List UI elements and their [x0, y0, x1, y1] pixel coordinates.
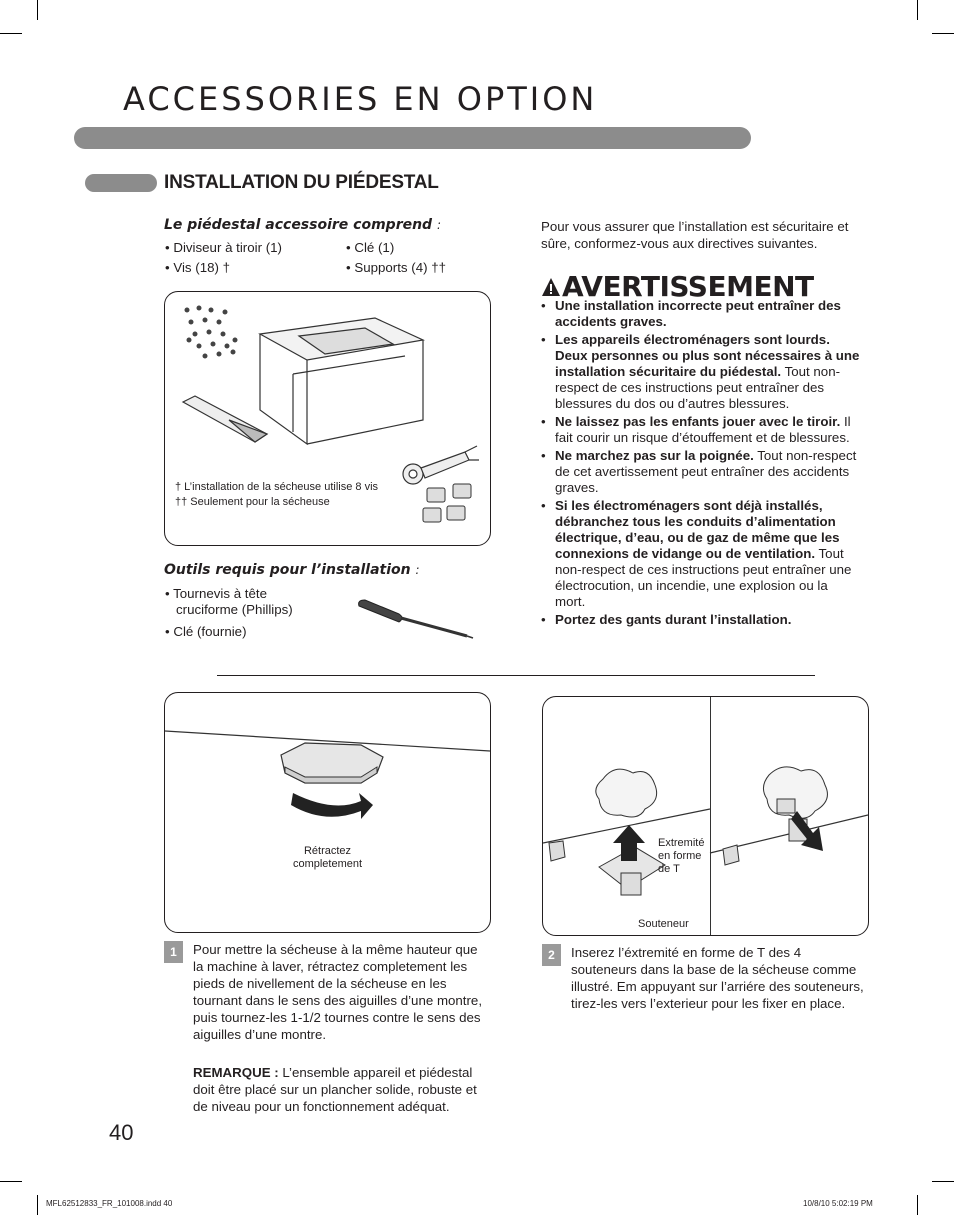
warning-item-bold: Une installation incorrecte peut entraîner des accidents graves.	[555, 298, 841, 329]
warning-item	[541, 448, 861, 496]
pedestal-icon	[260, 318, 423, 444]
warning-item-text: Tout non-respect de ces instructions peut entraîner des blessures du dos ou d’autres blessures.	[555, 364, 841, 411]
includes-heading-text: Le piédestal accessoire comprend	[164, 217, 433, 233]
crop-mark	[37, 1195, 38, 1215]
warning-item	[541, 332, 861, 412]
list-item: • Supports (4) ††	[346, 260, 446, 275]
figure-label: Extremité	[658, 837, 705, 849]
rotate-arrow-icon	[291, 793, 373, 819]
figure-label: en forme	[658, 850, 702, 862]
page-number: 40	[109, 1120, 134, 1145]
warning-item-text: Il fait courir un risque d’étouffement et de blessures.	[555, 414, 851, 445]
figure-label: Rétractez	[303, 845, 352, 857]
warning-item-bold: Les appareils électroménagers sont lourds. Deux personnes ou plus sont nécessaires à une installation sécuritaire du piédestal.	[555, 332, 860, 379]
step1-figure	[164, 692, 491, 933]
list-item: • Vis (18) †	[165, 260, 231, 275]
crop-mark	[917, 1195, 918, 1215]
warning-list	[541, 298, 861, 630]
screws-icon	[185, 306, 238, 359]
step-number: 1	[164, 941, 183, 963]
crop-mark	[37, 0, 38, 20]
includes-heading	[164, 217, 441, 233]
wrench-icon	[403, 446, 479, 484]
step-number: 2	[542, 944, 561, 966]
crop-mark	[932, 1181, 954, 1182]
divider	[217, 675, 815, 676]
warning-item-text: Tout non-respect de ces instructions peut entraîner une électrocution, un incendie, une explosion ou la mort.	[555, 546, 852, 609]
drawer-divider-icon	[183, 396, 267, 442]
leveling-foot-illustration	[165, 693, 490, 932]
page-title: ACCESSORIES EN OPTION	[123, 80, 598, 118]
intro-text: Pour vous assurer que l’installation est sécuritaire et sûre, conformez-vous aux directives suivantes.	[541, 219, 849, 251]
warning-item	[541, 298, 861, 330]
list-item: • Diviseur à tiroir (1)	[165, 240, 282, 255]
figure-label: de T	[658, 863, 680, 875]
warning-item	[541, 612, 861, 628]
crop-mark	[0, 1181, 22, 1182]
warning-item	[541, 414, 861, 446]
warning-item-bold: Portez des gants durant l’installation.	[555, 612, 792, 627]
warning-item-bold: Ne marchez pas sur la poignée.	[555, 448, 754, 463]
tools-heading-colon: :	[415, 563, 420, 577]
figure-note: † L’installation de la sécheuse utilise 8 vis	[175, 481, 379, 493]
list-item: • Tournevis à tête	[165, 586, 267, 601]
remark-text: L’ensemble appareil et piédestal doit être placé sur un plancher solide, robuste et de niveau pour un fonctionnement adéquat.	[193, 1065, 477, 1114]
step1-remark	[193, 1064, 483, 1115]
step1-text: Pour mettre la sécheuse à la même hauteur que la machine à laver, rétractez completement les pieds de nivellement de la sécheuse en les tournant dans le sens des aiguilles d’une montre, puis tournez-les 1-1/2 tournes contre le sens des aiguilles d’une montre.	[193, 942, 483, 1042]
footer-file: MFL62512833_FR_101008.indd 40	[46, 1199, 173, 1208]
title-bar	[74, 127, 751, 149]
step2-text: Inserez l’éxtremité en forme de T des 4 souteneurs dans la base de la sécheuse comme illustré. Em appuyant sur l’arriére des souteneurs, tirez-les vers l’exterieur pour les fixer en place.	[571, 945, 864, 1011]
remark-label: REMARQUE :	[193, 1065, 279, 1080]
includes-heading-colon: :	[436, 218, 441, 232]
section-pill	[85, 174, 157, 192]
supports-icon	[423, 484, 471, 522]
list-item: cruciforme (Phillips)	[176, 602, 293, 617]
crop-mark	[932, 33, 954, 34]
figure-label: completement	[292, 858, 363, 870]
warning-heading-text: AVERTISSEMENT	[562, 270, 814, 303]
warning-icon	[541, 277, 561, 297]
warning-item-bold: Si les électroménagers sont déjà installés, débranchez tous les conduits d’alimentation électrique, d’eau, ou de gaz de même que les connexions de vidange ou de ventilation.	[555, 498, 840, 561]
list-item: • Clé (1)	[346, 240, 395, 255]
accessories-figure	[164, 291, 491, 546]
crop-mark	[0, 33, 22, 34]
footer-timestamp: 10/8/10 5:02:19 PM	[803, 1199, 873, 1208]
figure-label: Souteneur	[638, 918, 689, 930]
screwdriver-icon	[355, 596, 477, 642]
warning-item-bold: Ne laissez pas les enfants jouer avec le tiroir.	[555, 414, 841, 429]
step2-figure	[542, 696, 869, 936]
warning-item	[541, 498, 861, 610]
list-item: • Clé (fournie)	[165, 624, 247, 639]
crop-mark	[917, 0, 918, 20]
support-insertion-illustration	[543, 697, 868, 935]
warning-item-text: Tout non-respect de cet avertissement peut entraîner des accidents graves.	[555, 448, 857, 495]
tools-heading-text: Outils requis pour l’installation	[164, 562, 411, 578]
tools-heading	[164, 562, 420, 578]
figure-note: †† Seulement pour la sécheuse	[175, 496, 330, 508]
leveling-foot-icon	[281, 743, 383, 783]
section-title: INSTALLATION DU PIÉDESTAL	[164, 172, 439, 193]
